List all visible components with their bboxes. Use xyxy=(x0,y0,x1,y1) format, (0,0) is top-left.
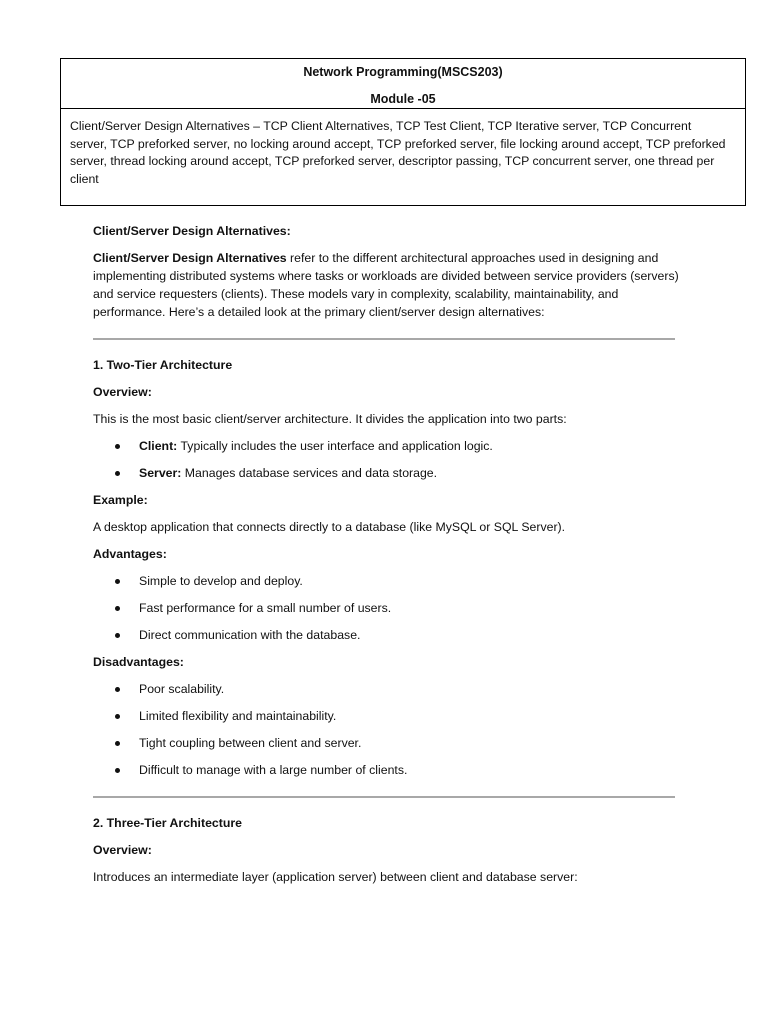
part-label: Client: xyxy=(139,439,178,453)
two-tier-overview-label: Overview: xyxy=(93,385,152,399)
two-tier-advantages-label: Advantages: xyxy=(93,547,167,561)
part-text: Manages database services and data storage. xyxy=(181,466,438,480)
disadvantage-text: Difficult to manage with a large number of clients. xyxy=(139,763,408,777)
two-tier-title: 1. Two-Tier Architecture xyxy=(93,358,233,372)
header-divider xyxy=(60,108,746,109)
list-item xyxy=(93,626,683,644)
three-tier-overview-text: Introduces an intermediate layer (application server) between client and database server: xyxy=(93,870,578,884)
module-description: Client/Server Design Alternatives – TCP Client Alternatives, TCP Test Client, TCP Iterative server, TCP Concurrent server, TCP preforked server, no locking around accept, TCP preforked server, file locking around accept, TCP preforked server, thread locking around accept, TCP preforked server, descriptor passing, TCP concurrent server, one thread per client xyxy=(70,119,726,186)
disadvantage-text: Tight coupling between client and server. xyxy=(139,736,362,750)
two-tier-example-text: A desktop application that connects directly to a database (like MySQL or SQL Server). xyxy=(93,520,566,534)
disadvantage-text: Poor scalability. xyxy=(139,682,225,696)
document-body xyxy=(93,222,683,886)
bullet-icon xyxy=(115,714,120,719)
two-tier-parts-list xyxy=(93,437,683,482)
two-tier-example-label: Example: xyxy=(93,493,148,507)
part-label: Server: xyxy=(139,466,182,480)
two-tier-overview-text: This is the most basic client/server architecture. It divides the application into two parts: xyxy=(93,412,567,426)
bullet-icon xyxy=(115,444,120,449)
list-item xyxy=(93,437,683,455)
two-tier-disadvantages-list xyxy=(93,680,683,779)
disadvantage-text: Limited flexibility and maintainability. xyxy=(139,709,337,723)
bullet-icon xyxy=(115,633,120,638)
intro-lead-term: Client/Server Design Alternatives xyxy=(93,251,287,265)
module-header-box xyxy=(60,58,746,206)
list-item xyxy=(93,599,683,617)
bullet-icon xyxy=(115,741,120,746)
module-number: Module -05 xyxy=(370,92,436,106)
three-tier-overview-label: Overview: xyxy=(93,843,152,857)
list-item xyxy=(93,464,683,482)
two-tier-advantages-list xyxy=(93,572,683,644)
course-title: Network Programming(MSCS203) xyxy=(303,65,503,79)
list-item xyxy=(93,761,683,779)
part-text: Typically includes the user interface and application logic. xyxy=(177,439,493,453)
bullet-icon xyxy=(115,768,120,773)
advantage-text: Simple to develop and deploy. xyxy=(139,574,303,588)
bullet-icon xyxy=(115,579,120,584)
section-divider xyxy=(93,796,675,798)
list-item xyxy=(93,707,683,725)
two-tier-disadvantages-label: Disadvantages: xyxy=(93,655,184,669)
list-item xyxy=(93,734,683,752)
advantage-text: Direct communication with the database. xyxy=(139,628,361,642)
list-item xyxy=(93,572,683,590)
list-item xyxy=(93,680,683,698)
bullet-icon xyxy=(115,687,120,692)
bullet-icon xyxy=(115,606,120,611)
advantage-text: Fast performance for a small number of users. xyxy=(139,601,392,615)
intro-lead-text: refer to the different architectural approaches used in designing and implementing distributed systems where tasks or workloads are divided between service providers (servers) and service requesters (clients). These models vary in complexity, scalability, maintainability, and performance. Here’s a detailed look at the primary client/server design alternatives: xyxy=(93,251,679,319)
intro-paragraph xyxy=(93,249,683,321)
three-tier-title: 2. Three-Tier Architecture xyxy=(93,816,242,830)
bullet-icon xyxy=(115,471,120,476)
intro-heading: Client/Server Design Alternatives: xyxy=(93,224,291,238)
section-divider xyxy=(93,338,675,340)
